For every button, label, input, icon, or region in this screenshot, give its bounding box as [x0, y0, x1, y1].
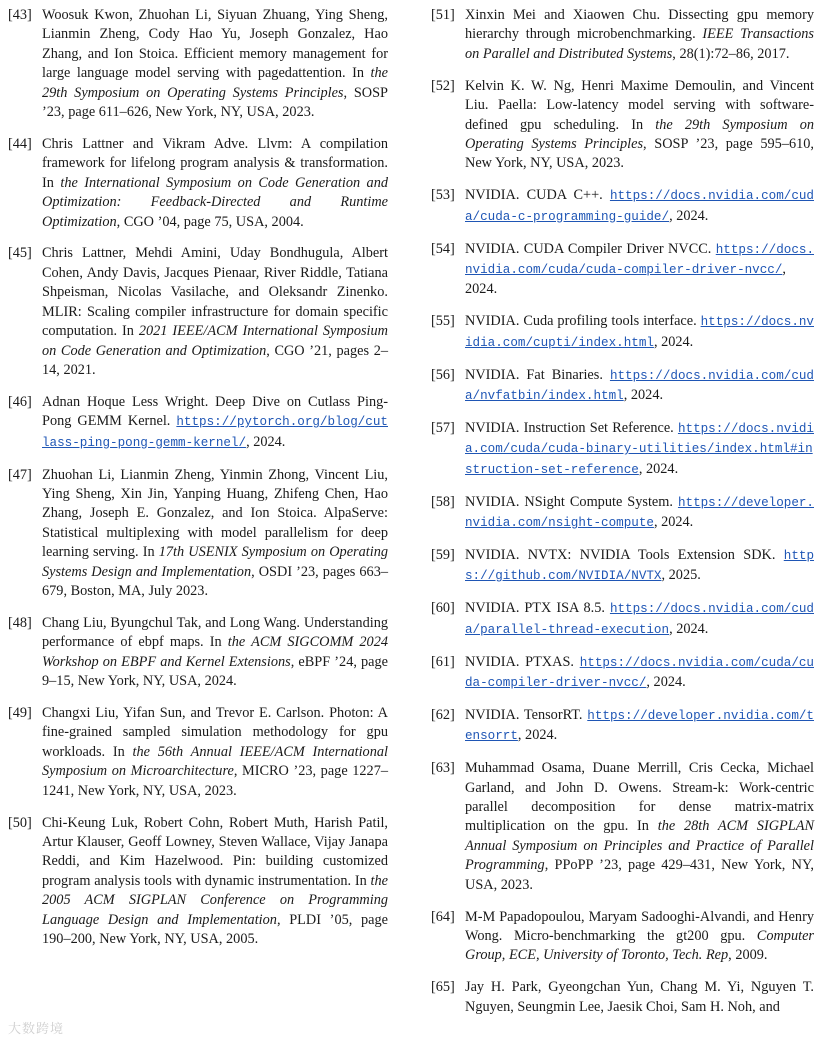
- reference-segment: NVIDIA. PTX ISA 8.5.: [465, 600, 610, 617]
- reference-number: [43]: [8, 7, 32, 23]
- reference-number: [52]: [431, 77, 455, 94]
- reference-segment: , MICRO ’23, page 1227–1241, New York, NY, USA, 2023.: [42, 763, 388, 799]
- reference-segment: NVIDIA. CUDA Compiler Driver NVCC.: [465, 240, 716, 257]
- reference-text: [42, 615, 388, 689]
- reference-segment: Jay H. Park, Gyeongchan Yun, Chang M. Yi, Nguyen T. Nguyen, Seungmin Lee, Jaesik Choi, Sam H. Noh, and: [465, 979, 814, 1015]
- reference-column-right: [431, 6, 814, 1030]
- reference-text: [42, 394, 388, 450]
- reference-segment: Adnan Hoque Less Wright. Deep Dive on Cutlass Ping-Pong GEMM Kernel.: [42, 393, 388, 430]
- reference-entry: [8, 466, 388, 602]
- reference-link[interactable]: https://docs.nvidia.com/cuda/cuda-binary-utilities/index.html#instruction-set-reference: [465, 421, 814, 477]
- reference-segment: NVIDIA. NSight Compute System.: [465, 493, 678, 510]
- reference-text: [465, 367, 814, 403]
- reference-number: [65]: [431, 979, 455, 996]
- reference-text: [465, 420, 814, 477]
- reference-segment: Chris Lattner and Vikram Adve. Llvm: A compilation framework for lifelong program analysis & transformation. In: [42, 135, 388, 191]
- reference-number: [48]: [8, 614, 32, 631]
- reference-segment: , 2024.: [669, 207, 709, 224]
- reference-segment: NVIDIA. Instruction Set Reference.: [465, 419, 678, 436]
- reference-entry: [8, 244, 388, 380]
- reference-segment: NVIDIA. Fat Binaries.: [465, 366, 610, 383]
- reference-link[interactable]: https://docs.nvidia.com/cuda/cuda-compiler-driver-nvcc/: [465, 242, 814, 277]
- reference-segment: Chris Lattner, Mehdi Amini, Uday Bondhugula, Albert Cohen, Andy Davis, Jacques Pienaar, River Riddle, Tatiana Shpeisman, Nicolas Vasilache, and Oleksandr Zinenko. MLIR: Scaling compiler infrastructure for domain specific computation. In: [42, 245, 388, 340]
- reference-link[interactable]: https://developer.nvidia.com/tensorrt: [465, 708, 814, 744]
- reference-segment: , 2024.: [653, 333, 694, 350]
- reference-entry: [431, 546, 814, 587]
- reference-venue: the ACM SIGCOMM 2024 Workshop on EBPF and Kernel Extensions: [42, 634, 388, 670]
- reference-number: [53]: [431, 187, 455, 204]
- reference-entry: [431, 759, 814, 895]
- reference-text: [465, 979, 814, 1014]
- reference-number: [55]: [431, 313, 455, 330]
- reference-segment: , 2025.: [661, 567, 701, 584]
- reference-number: [46]: [8, 393, 32, 410]
- reference-number: [47]: [8, 466, 32, 483]
- reference-entry: [431, 599, 814, 640]
- reference-text: [42, 7, 388, 120]
- reference-segment: , OSDI ’23, pages 663–679, Boston, MA, July 2023.: [42, 563, 388, 599]
- reference-entry: [431, 366, 814, 407]
- reference-number: [63]: [431, 760, 455, 777]
- reference-entry: [8, 814, 388, 950]
- reference-segment: NVIDIA. CUDA C++.: [465, 187, 610, 204]
- reference-entry: [431, 908, 814, 966]
- reference-segment: Chi-Keung Luk, Robert Cohn, Robert Muth, Harish Patil, Artur Klauser, Geoff Lowney, Steven Wallace, Vijay Janapa Reddi, and Kim Hazelwood. Pin: building customized program analysis tools with dynamic instrumentation. In: [42, 814, 388, 889]
- reference-segment: , 28(1):72–86, 2017.: [672, 45, 790, 62]
- reference-venue: the 28th ACM SIGPLAN Annual Symposium on Principles and Practice of Parallel Programming: [465, 818, 814, 874]
- reference-entry: [8, 6, 388, 122]
- reference-venue: the 56th Annual IEEE/ACM International Symposium on Microarchitecture: [42, 743, 388, 780]
- reference-segment: , 2024.: [646, 673, 686, 690]
- reference-link[interactable]: https://docs.nvidia.com/cuda/parallel-thread-execution: [465, 602, 814, 637]
- reference-text: [42, 815, 388, 947]
- reference-number: [44]: [8, 135, 32, 152]
- reference-segment: , SOSP ’23, page 611–626, New York, NY, USA, 2023.: [42, 84, 389, 121]
- reference-text: [465, 707, 814, 743]
- reference-text: [465, 547, 814, 583]
- reference-text: [465, 760, 814, 892]
- reference-text: [465, 7, 814, 62]
- reference-link[interactable]: https://docs.nvidia.com/cuda/nvfatbin/index.html: [465, 368, 814, 403]
- reference-entry: [431, 6, 814, 64]
- reference-segment: Changxi Liu, Yifan Sun, and Trevor E. Carlson. Photon: A fine-grained sampled simulation methodology for gpu workloads. In: [42, 705, 388, 760]
- reference-number: [45]: [8, 245, 32, 262]
- reference-link[interactable]: https://github.com/NVIDIA/NVTX: [465, 548, 814, 584]
- reference-number: [56]: [431, 366, 455, 383]
- reference-entry: [431, 419, 814, 480]
- reference-number: [51]: [431, 7, 455, 23]
- reference-entry: [431, 186, 814, 227]
- watermark: 大数跨境: [8, 1022, 65, 1037]
- reference-link[interactable]: https://docs.nvidia.com/cuda/cuda-compiler-driver-nvcc/: [465, 655, 814, 690]
- reference-segment: Xinxin Mei and Xiaowen Chu. Dissecting gpu memory hierarchy through microbenchmarking.: [465, 7, 814, 43]
- reference-column-left: [8, 6, 388, 962]
- reference-text: [465, 78, 814, 172]
- reference-text: [465, 909, 814, 964]
- reference-segment: , SOSP ’23, page 595–610, New York, NY, USA, 2023.: [465, 135, 814, 172]
- reference-text: [42, 245, 388, 377]
- reference-segment: , 2009.: [728, 947, 768, 964]
- reference-entry: [8, 704, 388, 801]
- reference-text: [465, 313, 814, 349]
- reference-entry: [431, 978, 814, 1017]
- reference-entry: [431, 493, 814, 534]
- reference-venue: the 29th Symposium on Operating Systems Principles: [42, 65, 388, 101]
- reference-segment: , 2024.: [517, 727, 558, 744]
- reference-segment: M-M Papadopoulou, Maryam Sadooghi-Alvandi, and Henry Wong. Micro-benchmarking the gt200 gpu.: [465, 908, 814, 944]
- reference-segment: , PLDI ’05, page 190–200, New York, NY, USA, 2005.: [42, 911, 388, 947]
- reference-segment: Zhuohan Li, Lianmin Zheng, Yinmin Zhong, Vincent Liu, Ying Sheng, Xin Jin, Yanping Huang, Zhifeng Chen, Hao Zhang, Joseph E. Gonzalez, and Ion Stoica. AlpaServe: Statistical multiplexing with model parallelism for deep learning serving. In: [42, 466, 388, 561]
- reference-segment: , 2024.: [623, 387, 664, 403]
- reference-entry: [431, 77, 814, 174]
- reference-number: [49]: [8, 705, 32, 721]
- reference-number: [57]: [431, 419, 455, 436]
- reference-text: [465, 187, 814, 223]
- reference-venue: 17th USENIX Symposium on Operating Systems Design and Implementation: [42, 544, 388, 580]
- reference-text: [42, 467, 388, 599]
- reference-venue: the 29th Symposium on Operating Systems Principles: [465, 116, 814, 152]
- reference-venue: the 2005 ACM SIGPLAN Conference on Programming Language Design and Implementation: [42, 872, 388, 928]
- reference-text: [465, 241, 814, 298]
- reference-venue: 2021 IEEE/ACM International Symposium on Code Generation and Optimization: [42, 323, 388, 359]
- reference-entry: [431, 706, 814, 747]
- reference-number: [54]: [431, 240, 455, 257]
- reference-segment: , 2024.: [653, 514, 694, 531]
- reference-text: [42, 705, 388, 799]
- reference-link[interactable]: https://docs.nvidia.com/cupti/index.html: [465, 315, 814, 350]
- reference-entry: [8, 135, 388, 232]
- reference-number: [59]: [431, 546, 455, 563]
- reference-venue: the International Symposium on Code Generation and Optimization: Feedback-Directed and Runtime Optimization: [42, 174, 388, 230]
- reference-link[interactable]: https://docs.nvidia.com/cuda/cuda-c-programming-guide/: [465, 189, 814, 224]
- reference-text: [465, 494, 814, 530]
- reference-entry: [431, 240, 814, 300]
- reference-segment: Woosuk Kwon, Zhuohan Li, Siyuan Zhuang, Ying Sheng, Lianmin Zheng, Cody Hao Yu, Joseph Gonzalez, Hao Zhang, and Ion Stoica. Efficient memory management for large language model serving with pagedattention. In: [42, 7, 388, 82]
- reference-entry: [431, 312, 814, 353]
- reference-number: [64]: [431, 908, 455, 925]
- reference-text: [465, 600, 814, 636]
- reference-venue: Computer Group, ECE, University of Toronto, Tech. Rep: [465, 927, 814, 964]
- reference-segment: , PPoPP ’23, page 429–431, New York, NY, USA, 2023.: [465, 857, 814, 893]
- reference-segment: , CGO ’04, page 75, USA, 2004.: [116, 213, 304, 230]
- reference-number: [61]: [431, 653, 455, 670]
- reference-segment: , eBPF ’24, page 9–15, New York, NY, USA, 2024.: [42, 653, 389, 690]
- reference-text: [42, 136, 388, 230]
- reference-entry: [8, 614, 388, 692]
- reference-number: [50]: [8, 814, 32, 831]
- reference-segment: , 2024.: [638, 460, 679, 477]
- reference-segment: NVIDIA. PTXAS.: [465, 653, 580, 670]
- reference-entry: [431, 653, 814, 694]
- reference-venue: IEEE Transactions on Parallel and Distributed Systems: [465, 26, 814, 62]
- reference-segment: , 2024.: [465, 260, 786, 298]
- reference-entry: [8, 393, 388, 453]
- reference-segment: , CGO ’21, pages 2–14, 2021.: [42, 342, 388, 378]
- reference-segment: , 2024.: [669, 620, 709, 637]
- reference-text: [465, 654, 814, 690]
- reference-segment: Kelvin K. W. Ng, Henri Maxime Demoulin, and Vincent Liu. Paella: Low-latency model serving with software-defined gpu scheduling. In: [465, 77, 814, 133]
- reference-segment: NVIDIA. TensorRT.: [465, 706, 588, 723]
- reference-number: [58]: [431, 493, 455, 510]
- reference-link[interactable]: https://developer.nvidia.com/nsight-compute: [465, 495, 814, 531]
- reference-segment: NVIDIA. NVTX: NVIDIA Tools Extension SDK.: [465, 546, 784, 563]
- reference-number: [60]: [431, 600, 455, 617]
- reference-link[interactable]: https://pytorch.org/blog/cutlass-ping-pong-gemm-kernel/: [42, 415, 388, 450]
- reference-number: [62]: [431, 706, 455, 723]
- reference-segment: Muhammad Osama, Duane Merrill, Cris Cecka, Michael Garland, and John D. Owens. Stream-k: Work-centric parallel decomposition for dense matrix-matrix multiplication on the gpu. In: [465, 760, 814, 835]
- reference-segment: , 2024.: [246, 433, 286, 450]
- reference-segment: NVIDIA. Cuda profiling tools interface.: [465, 313, 701, 330]
- reference-segment: Chang Liu, Byungchul Tak, and Long Wang. Understanding performance of ebpf maps. In: [42, 614, 388, 651]
